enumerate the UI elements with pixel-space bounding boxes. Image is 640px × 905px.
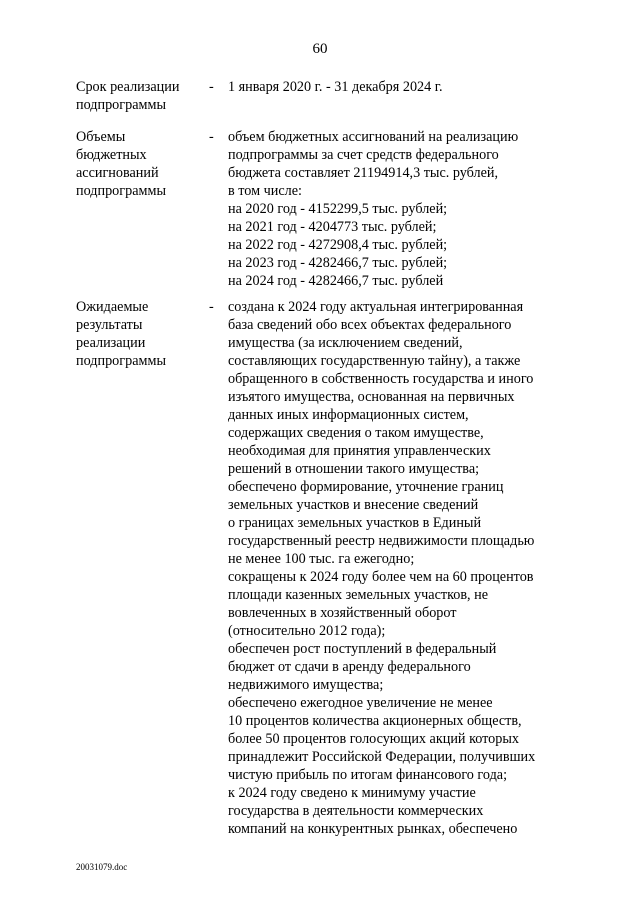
text-line: обеспечено ежегодное увеличение не менее: [228, 695, 493, 711]
text-line: земельных участков и внесение сведений: [228, 497, 479, 513]
text-line: вовлеченных в хозяйственный оборот: [228, 605, 457, 621]
text-line: имущества (за исключением сведений,: [228, 335, 463, 351]
text-line: в том числе:: [228, 183, 302, 199]
text-line: обращенного в собственность государства и иного: [228, 371, 534, 387]
text-line: бюджета составляет 21194914,3 тыс. рублей,: [228, 165, 499, 181]
text-line: база сведений обо всех объектах федерального: [228, 317, 512, 333]
row-value: [228, 298, 588, 838]
text-line: о границах земельных участков в Единый: [228, 515, 482, 531]
text-line: подпрограммы за счет средств федерального: [228, 147, 499, 163]
text-line: государственный реестр недвижимости площадью: [228, 533, 535, 549]
text-line: 10 процентов количества акционерных обществ,: [228, 713, 522, 729]
row-value: [228, 78, 588, 96]
text-line: к 2024 году сведено к минимуму участие: [228, 785, 476, 801]
text-line: сокращены к 2024 году более чем на 60 процентов: [228, 569, 534, 585]
row-label: Объемы бюджетных ассигнований подпрограммы: [76, 129, 166, 199]
text-line: решений в отношении такого имущества;: [228, 461, 480, 477]
row-value: [228, 128, 588, 290]
text-line: бюджет от сдачи в аренду федерального: [228, 659, 471, 675]
text-line: не менее 100 тыс. га ежегодно;: [228, 551, 415, 567]
text-line: создана к 2024 году актуальная интегрированная: [228, 299, 524, 315]
row-label: Срок реализации подпрограммы: [76, 79, 180, 113]
text-line: принадлежит Российской Федерации, получивших: [228, 749, 536, 765]
text-line: на 2024 год - 4282466,7 тыс. рублей: [228, 273, 444, 289]
row-dash: -: [209, 299, 214, 315]
text-line: государства в деятельности коммерческих: [228, 803, 484, 819]
text-line: содержащих сведения о таком имуществе,: [228, 425, 484, 441]
text-line: изъятого имущества, основанная на первичных: [228, 389, 515, 405]
text-line: объем бюджетных ассигнований на реализацию: [228, 129, 519, 145]
text-line: составляющих государственную тайну), а также: [228, 353, 521, 369]
text-line: компаний на конкурентных рынках, обеспечено: [228, 821, 518, 837]
text-line: площади казенных земельных участков, не: [228, 587, 489, 603]
text-line: на 2020 год - 4152299,5 тыс. рублей;: [228, 201, 448, 217]
text-line: недвижимого имущества;: [228, 677, 384, 693]
text-line: обеспечено формирование, уточнение границ: [228, 479, 504, 495]
text-line: чистую прибыль по итогам финансового года;: [228, 767, 508, 783]
text-line: на 2022 год - 4272908,4 тыс. рублей;: [228, 237, 448, 253]
text-line: обеспечен рост поступлений в федеральный: [228, 641, 497, 657]
document-filename: 20031079.doc: [76, 862, 128, 872]
page-number: 60: [312, 41, 328, 57]
text-line: более 50 процентов голосующих акций которых: [228, 731, 519, 747]
text-line: (относительно 2012 года);: [228, 623, 386, 639]
text-line: необходимая для принятия управленческих: [228, 443, 491, 459]
row-label: Ожидаемые результаты реализации подпрограммы: [76, 299, 166, 369]
text-line: 1 января 2020 г. - 31 декабря 2024 г.: [228, 79, 443, 95]
row-dash: -: [209, 79, 214, 95]
text-line: на 2021 год - 4204773 тыс. рублей;: [228, 219, 437, 235]
text-line: на 2023 год - 4282466,7 тыс. рублей;: [228, 255, 448, 271]
text-line: данных иных информационных систем,: [228, 407, 469, 423]
row-dash: -: [209, 129, 214, 145]
